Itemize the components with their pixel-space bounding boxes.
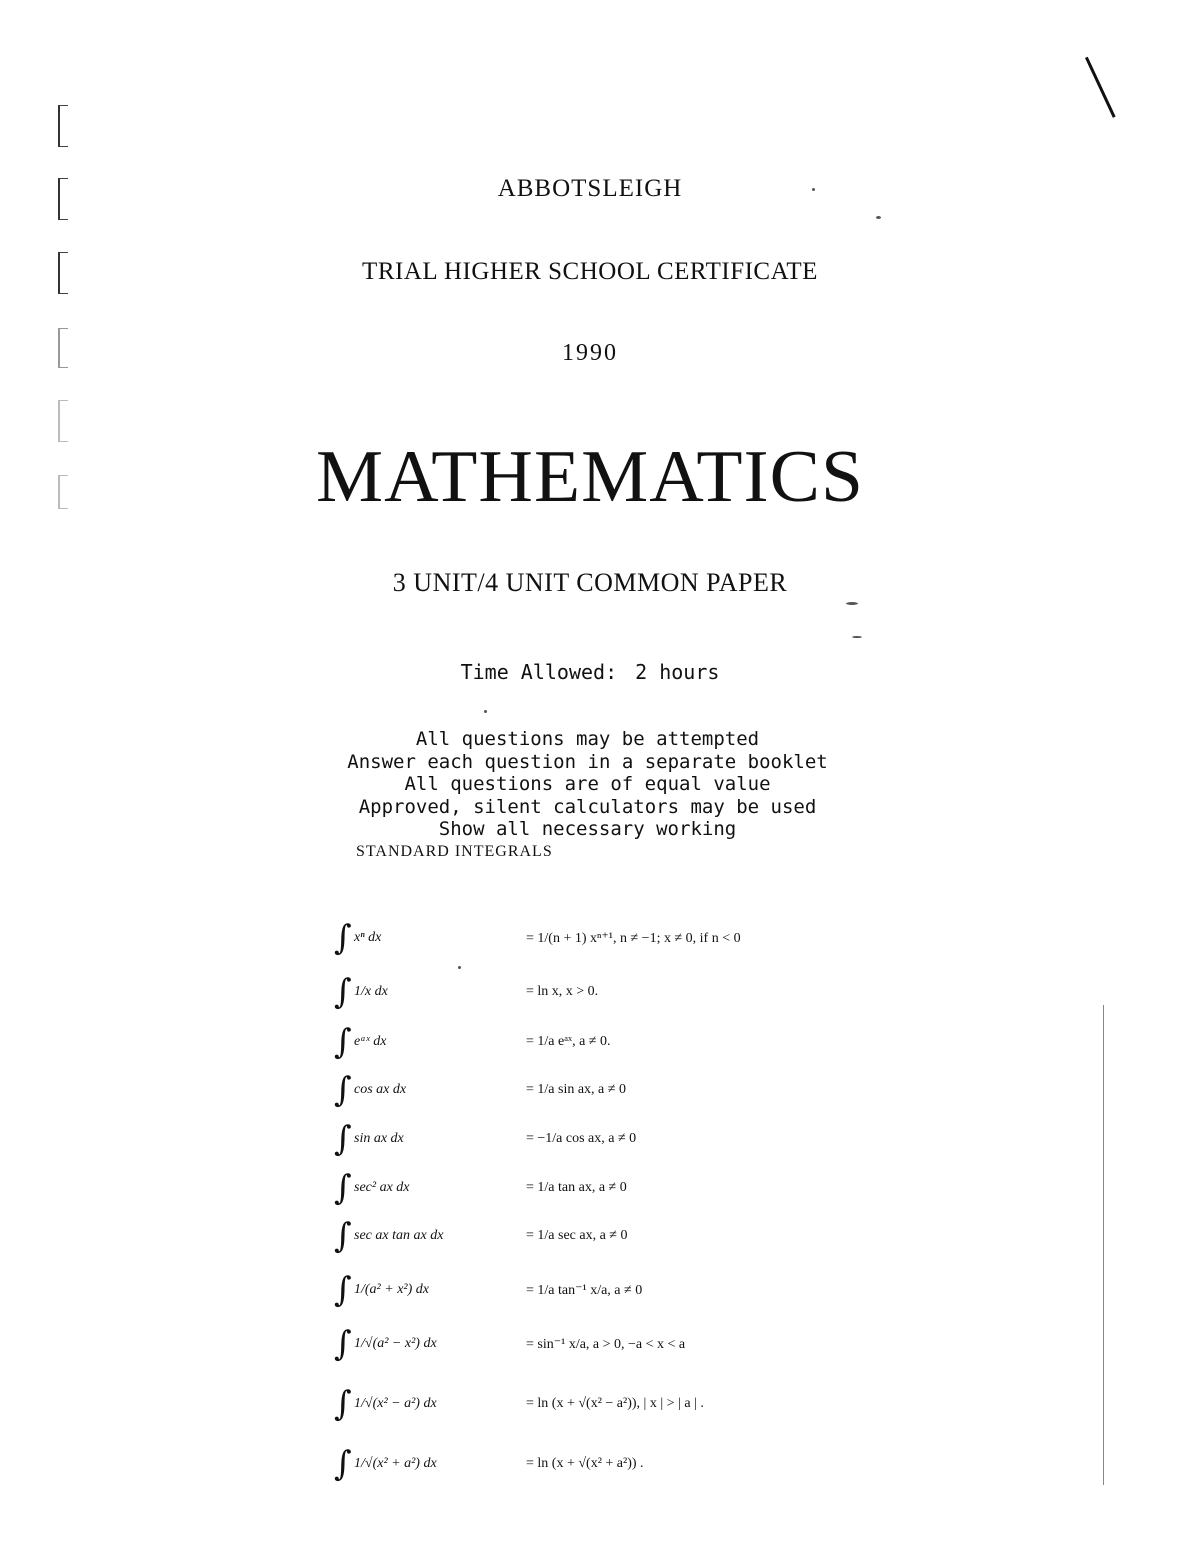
scan-speck [484, 710, 487, 713]
integral-result: = ln (x + √(x² + a²)) . [526, 1456, 644, 1471]
integral-sign-icon: ∫ [334, 1022, 352, 1062]
integral-row [334, 1022, 834, 1068]
integral-sign-icon: ∫ [334, 1216, 352, 1256]
integral-row [334, 1384, 834, 1430]
instruction-line: Show all necessary working [438, 818, 737, 840]
integrand: 1/x dx [354, 984, 388, 999]
integral-sign-icon: ∫ [334, 918, 352, 958]
binding-mark [58, 105, 68, 147]
integrand: eᵃˣ dx [354, 1034, 387, 1049]
scan-speck [852, 636, 862, 638]
integrand: 1/√(a² − x²) dx [354, 1336, 437, 1351]
integral-row [334, 1168, 834, 1214]
time-value: 2 hours [635, 660, 720, 684]
integral-result: = ln (x + √(x² − a²)), | x | > | a | . [526, 1396, 704, 1411]
standard-integrals-heading: STANDARD INTEGRALS [356, 843, 553, 860]
integral-sign-icon: ∫ [334, 1168, 352, 1208]
integral-result: = 1/a eᵃˣ, a ≠ 0. [526, 1034, 611, 1049]
school-name: ABBOTSLEIGH [497, 175, 683, 202]
integrand: 1/√(x² − a²) dx [354, 1396, 437, 1411]
integral-result: = ln x, x > 0. [526, 984, 599, 999]
scan-speck [846, 602, 858, 605]
integral-row [334, 918, 834, 964]
integral-row [334, 1324, 834, 1370]
integral-sign-icon: ∫ [334, 1384, 352, 1424]
integral-sign-icon: ∫ [334, 1119, 352, 1159]
integrand: sin ax dx [354, 1131, 404, 1146]
integrand: 1/√(x² + a²) dx [354, 1456, 437, 1471]
instruction-line: All questions are of equal value [404, 773, 771, 795]
exam-title: TRIAL HIGHER SCHOOL CERTIFICATE [362, 258, 818, 285]
integrand: cos ax dx [354, 1082, 407, 1097]
paper-title: 3 UNIT/4 UNIT COMMON PAPER [392, 568, 788, 597]
instruction-line: Approved, silent calculators may be used [358, 795, 817, 818]
integrand: sec ax tan ax dx [354, 1228, 444, 1243]
subject-title: MATHEMATICS [315, 436, 865, 518]
integral-result: = 1/a tan ax, a ≠ 0 [526, 1180, 627, 1195]
integral-sign-icon: ∫ [334, 1444, 352, 1484]
instructions-block [0, 728, 1175, 841]
integral-result: = sin⁻¹ x/a, a > 0, −a < x < a [526, 1337, 686, 1352]
scan-edge-line [1103, 1005, 1104, 1485]
integral-result: = 1/a tan⁻¹ x/a, a ≠ 0 [526, 1283, 643, 1298]
integral-result: = −1/a cos ax, a ≠ 0 [526, 1131, 637, 1146]
integrand: xⁿ dx [354, 930, 382, 945]
integral-result: = 1/a sin ax, a ≠ 0 [526, 1082, 626, 1097]
scan-speck [458, 966, 461, 969]
integrand: 1/(a² + x²) dx [354, 1282, 429, 1297]
integral-result: = 1/a sec ax, a ≠ 0 [526, 1228, 628, 1243]
instruction-line: Answer each question in a separate booklet [347, 750, 828, 773]
integral-row [334, 1444, 834, 1490]
exam-year: 1990 [562, 340, 618, 366]
integral-row [334, 1070, 834, 1116]
pen-stroke [1085, 57, 1116, 118]
time-allowed [0, 660, 1180, 684]
integral-row [334, 1270, 834, 1316]
integral-row [334, 972, 834, 1018]
time-label: Time Allowed: [460, 660, 618, 684]
integral-sign-icon: ∫ [334, 972, 352, 1012]
scan-speck [876, 216, 881, 219]
integral-sign-icon: ∫ [334, 1324, 352, 1364]
integral-row [334, 1216, 834, 1262]
integral-result: = 1/(n + 1) xⁿ⁺¹, n ≠ −1; x ≠ 0, if n < 0 [526, 931, 741, 946]
integral-row [334, 1119, 834, 1165]
instruction-line: All questions may be attempted [415, 728, 760, 750]
integral-sign-icon: ∫ [334, 1270, 352, 1310]
integral-sign-icon: ∫ [334, 1070, 352, 1110]
integrand: sec² ax dx [354, 1180, 410, 1195]
